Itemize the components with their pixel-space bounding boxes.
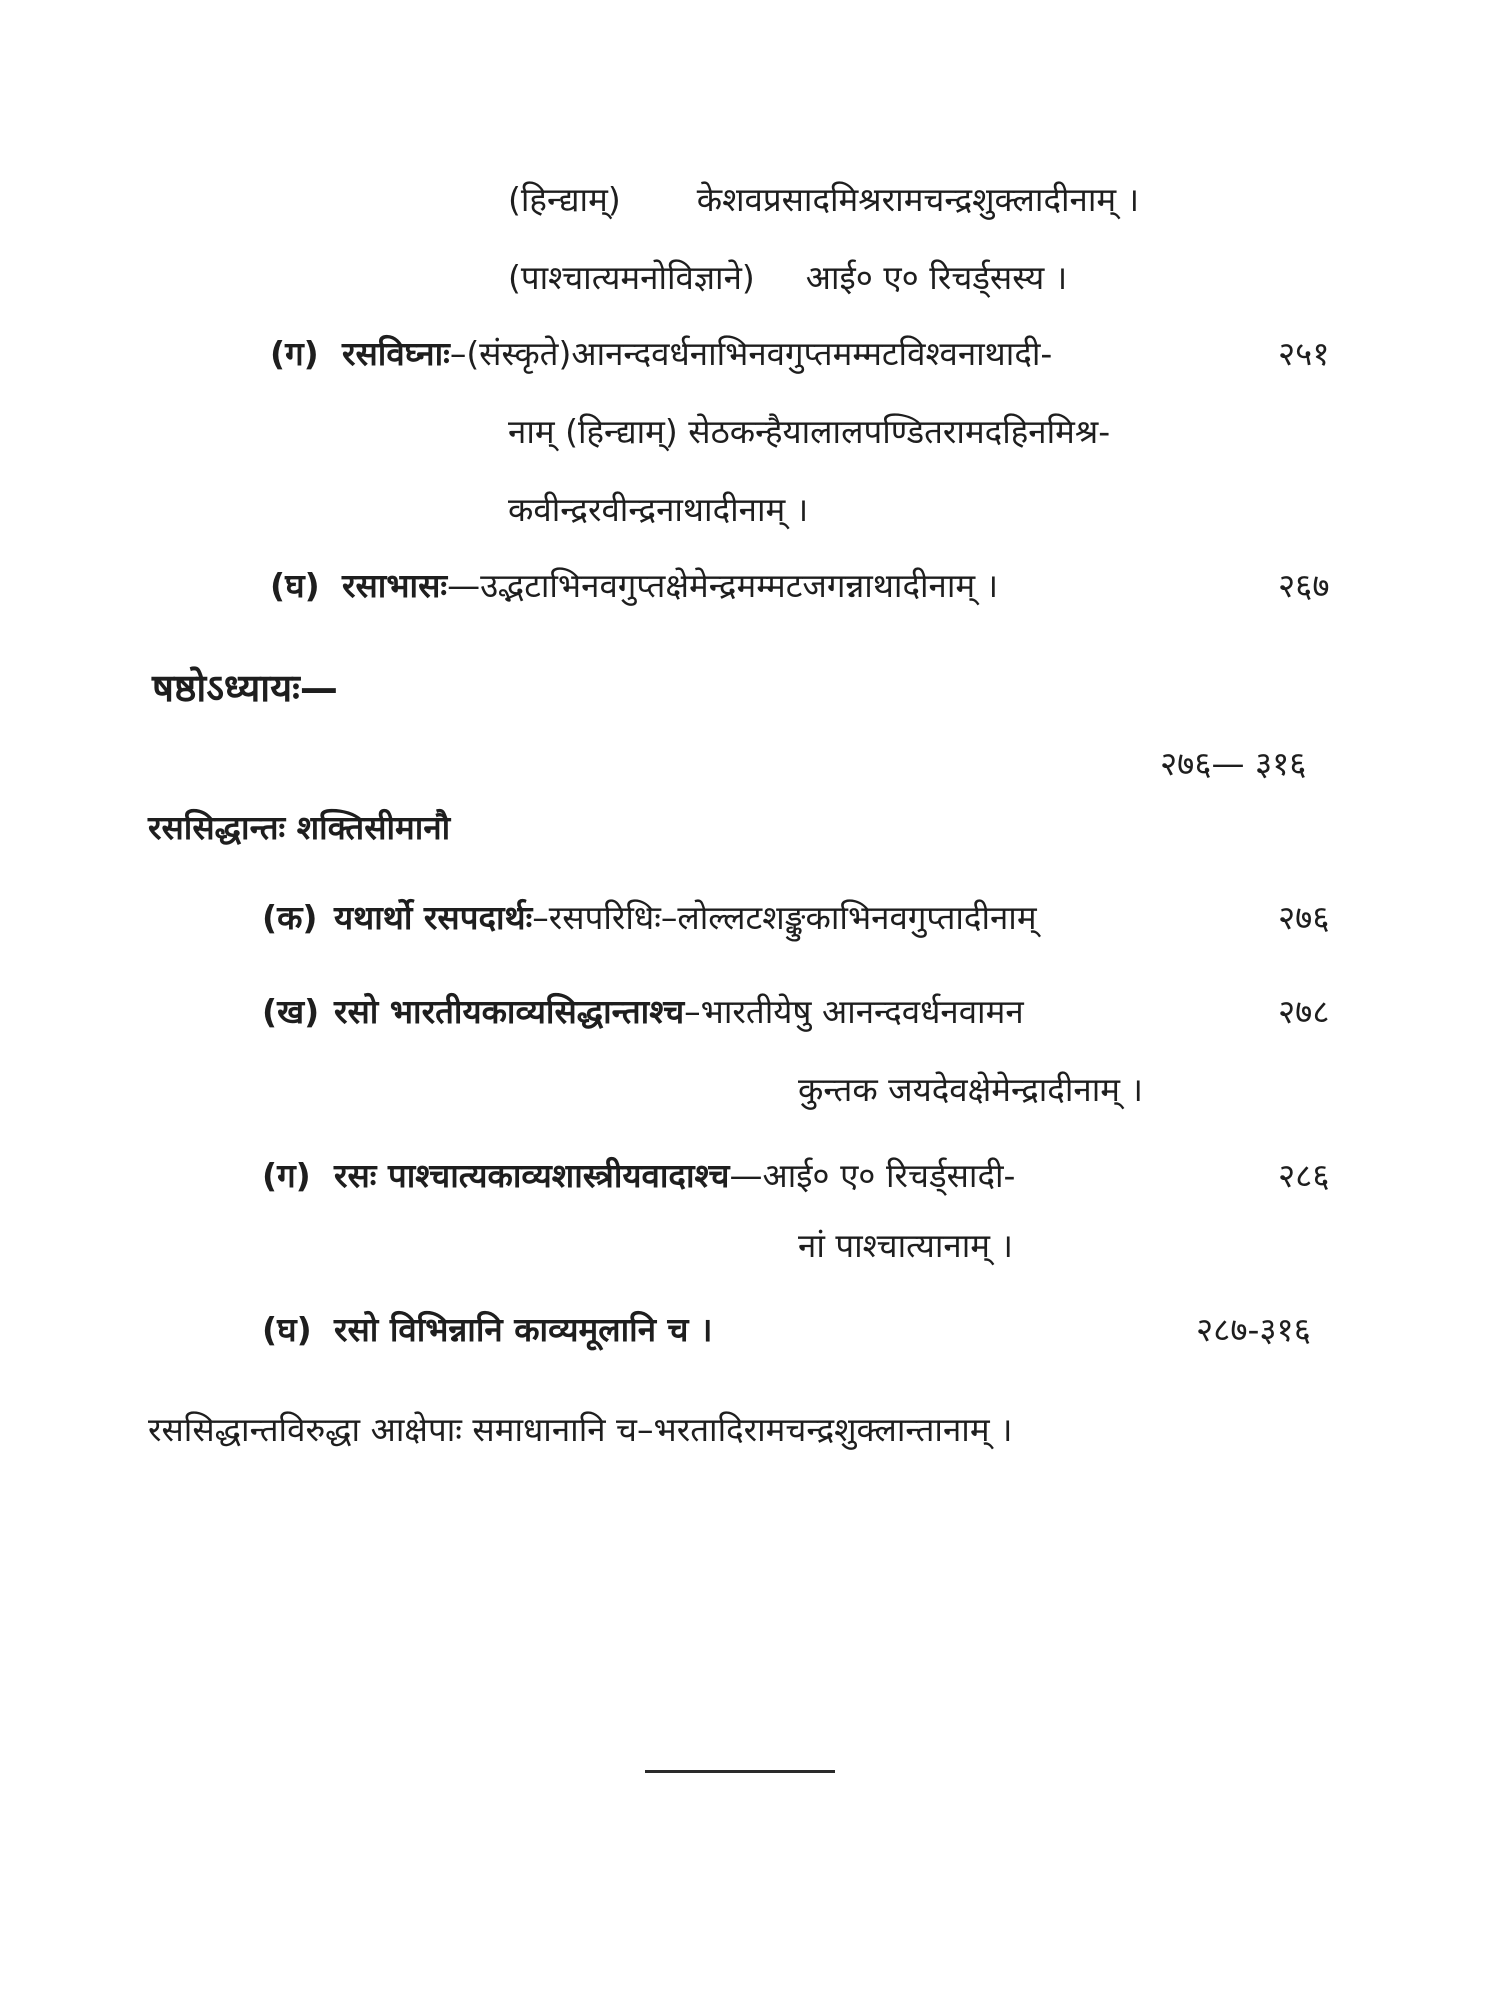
- chapter-page-range: २७६— ३१६: [1160, 744, 1307, 783]
- toc-entry-ga-rasavighna: [270, 334, 1052, 374]
- entry-label: रसाभासः: [342, 566, 448, 605]
- toc-entry-gha-rasabhasa: [270, 566, 998, 606]
- entry-continuation: कुन्तक जयदेवक्षेमेन्द्रादीनाम् ।: [798, 1070, 1143, 1109]
- entry-label: (पाश्चात्यमनोविज्ञाने): [508, 258, 755, 297]
- entry-text: —उद्भटाभिनवगुप्तक्षेमेन्द्रमम्मटजगन्नाथादीनाम् ।: [447, 566, 999, 605]
- page-number: २७६: [1278, 898, 1330, 937]
- entry-marker: (ग): [262, 1156, 311, 1195]
- entry-marker: (क): [262, 898, 318, 937]
- entry-label: रसो भारतीयकाव्यसिद्धान्ताश्च: [334, 992, 685, 1031]
- page-number: २५१: [1278, 334, 1330, 373]
- entry-text: —आई० ए० रिचर्ड्सादी-: [729, 1156, 1016, 1195]
- entry-label: रसो विभिन्नानि काव्यमूलानि च ।: [334, 1310, 713, 1349]
- toc-entry-kha: [262, 992, 1024, 1032]
- section-heading: रससिद्धान्तः शक्तिसीमानौ: [148, 808, 451, 847]
- entry-marker: (घ): [270, 566, 320, 605]
- page-number: २८७-३१६: [1196, 1310, 1311, 1349]
- toc-entry-gha-sources: [262, 1310, 712, 1350]
- page-number: २८६: [1278, 1156, 1330, 1195]
- entry-line-hindi: [508, 180, 1139, 220]
- entry-label: रसः पाश्चात्यकाव्यशास्त्रीयवादाश्च: [334, 1156, 730, 1195]
- page-number: २६७: [1278, 566, 1330, 605]
- entry-marker: (ख): [262, 992, 320, 1031]
- entry-text: –भारतीयेषु आनन्दवर्धनवामन: [684, 992, 1024, 1031]
- entry-label: रसविघ्नाः: [342, 334, 450, 373]
- entry-text: –(संस्कृते)आनन्दवर्धनाभिनवगुप्तमम्मटविश्वनाथादी-: [449, 334, 1053, 373]
- page-number: २७८: [1278, 992, 1330, 1031]
- chapter-heading: षष्ठोऽध्यायः—: [152, 666, 338, 710]
- toc-entry-objections: रससिद्धान्तविरुद्धा आक्षेपाः समाधानानि च–भरतादिरामचन्द्रशुक्लान्तानाम् ।: [148, 1410, 1013, 1449]
- entry-text: –रसपरिधिः–लोल्लटशङ्कुकाभिनवगुप्तादीनाम्: [532, 898, 1037, 937]
- entry-marker: (घ): [262, 1310, 312, 1349]
- entry-text: आई० ए० रिचर्ड्सस्य ।: [805, 258, 1068, 297]
- toc-entry-ka: [262, 898, 1037, 938]
- section-divider: [645, 1770, 835, 1773]
- entry-continuation: नां पाश्चात्यानाम् ।: [798, 1226, 1014, 1265]
- entry-label: (हिन्द्याम्): [508, 180, 621, 219]
- entry-label: यथार्थो रसपदार्थः: [334, 898, 533, 937]
- entry-continuation: नाम् (हिन्द्याम्) सेठकन्हैयालालपण्डितरामदहिनमिश्र-: [508, 412, 1111, 451]
- entry-continuation: कवीन्द्ररवीन्द्रनाथादीनाम् ।: [508, 490, 809, 529]
- toc-entry-ga-western: [262, 1156, 1015, 1196]
- entry-marker: (ग): [270, 334, 319, 373]
- entry-text: केशवप्रसादमिश्ररामचन्द्रशुक्लादीनाम् ।: [696, 180, 1140, 219]
- entry-line-western-psychology: [508, 258, 1067, 298]
